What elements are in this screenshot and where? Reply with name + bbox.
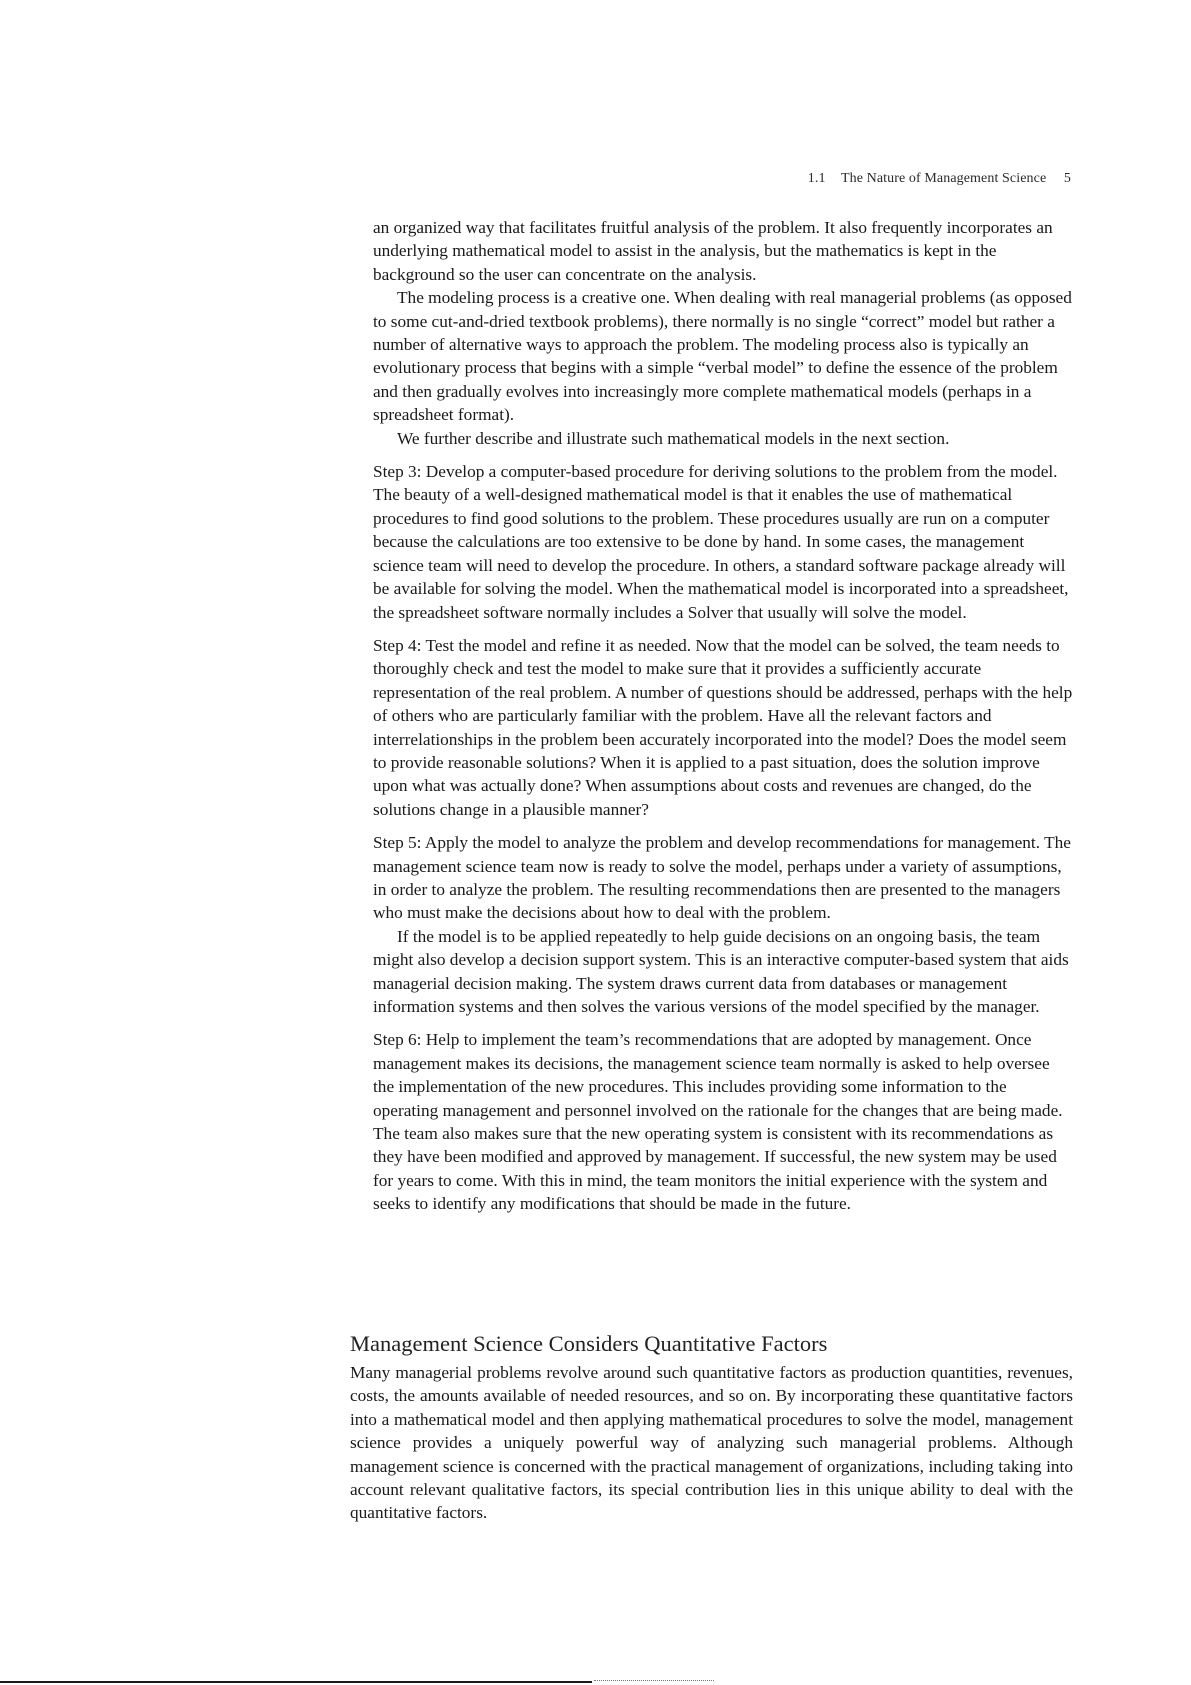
section-heading: Management Science Considers Quantitative Factors (350, 1331, 828, 1356)
paragraph-further-describe: We further describe and illustrate such mathematical models in the next section. (397, 428, 950, 448)
step-3: Step 3: Develop a computer-based procedure for deriving solutions to the problem from the model. The beauty of a well-designed mathematical model is that it enables the use of mathematical procedures to find good solutions to the problem. These procedures usually are run on a computer because the calculations are too extensive to be done by hand. In some cases, the management science team will need to develop the procedure. In others, a standard software package already will be available for solving the model. When the mathematical model is incorporated into a spreadsheet, the spreadsheet software normally includes a Solver that usually will solve the model. (373, 462, 1069, 622)
paragraph-continuation: an organized way that facilitates fruitful analysis of the problem. It also frequently incorporates an underlying mathematical model to assist in the analysis, but the mathematics is kept in the background so the user can concentrate on the analysis. (373, 218, 1053, 284)
step-5-continuation: If the model is to be applied repeatedly to help guide decisions on an ongoing basis, the team might also develop a decision support system. This is an interactive computer-based system that aids managerial decision making. The system draws current data from databases or management information systems and then solves the various versions of the model specified by the manager. (373, 926, 1069, 1016)
step-4: Step 4: Test the model and refine it as needed. Now that the model can be solved, the team needs to thoroughly check and test the model to make sure that it provides a sufficiently accurate representation of the real problem. A number of questions should be addressed, perhaps with the help of others who are particularly familiar with the problem. Have all the relevant factors and interrelationships in the problem been accurately incorporated into the model? Does the model seem to provide reasonable solutions? When it is applied to a past situation, does the solution improve upon what was actually done? When assumptions about costs and revenues are changed, do the solutions change in a plausible manner? (373, 635, 1073, 819)
section-paragraph: Many managerial problems revolve around such quantitative factors as production quantities, revenues, costs, the amounts available of needed resources, and so on. By incorporating these quantitative factors into a mathematical model and then applying mathematical procedures to solve the model, management science provides a uniquely powerful way of analyzing such managerial problems. Although management science is concerned with the practical management of organizations, including taking into account relevant qualitative factors, its special contribution lies in this unique ability to deal with the quantitative factors. (350, 1363, 1073, 1523)
bottom-rule (0, 1681, 592, 1683)
bottom-edge-mark (594, 1680, 714, 1684)
page-number: 5 (1063, 171, 1071, 186)
section-title: The Nature of Management Science (840, 171, 1047, 186)
step-6: Step 6: Help to implement the team’s recommendations that are adopted by management. Once management makes its decisions, the management science team normally is asked to help oversee the implementation of the new procedures. This includes providing some information to the operating management and personnel involved on the rationale for the changes that are being made. The team also makes sure that the new operating system is consistent with its recommendations as they have been modified and approved by management. If successful, the new system may be used for years to come. With this in mind, the team monitors the initial experience with the system and seeks to identify any modifications that should be made in the future. (373, 1030, 1063, 1214)
paragraph-modeling-process: The modeling process is a creative one. When dealing with real managerial problems (as opposed to some cut-and-dried textbook problems), there normally is no single “correct” model but rather a number of alternative ways to approach the problem. The modeling process also is typically an evolutionary process that begins with a simple “verbal model” to define the essence of the problem and then gradually evolves into increasingly more complete mathematical models (perhaps in a spreadsheet format). (373, 288, 1072, 425)
running-head (808, 171, 1071, 187)
body-text (373, 216, 1073, 1216)
quantitative-factors-section (350, 1329, 1073, 1525)
section-number: 1.1 (807, 171, 826, 186)
step-5: Step 5: Apply the model to analyze the problem and develop recommendations for management. The management science team now is ready to solve the model, perhaps under a variety of assumptions, in order to analyze the problem. The resulting recommendations then are presented to the managers who must make the decisions about how to deal with the problem. (373, 833, 1071, 923)
